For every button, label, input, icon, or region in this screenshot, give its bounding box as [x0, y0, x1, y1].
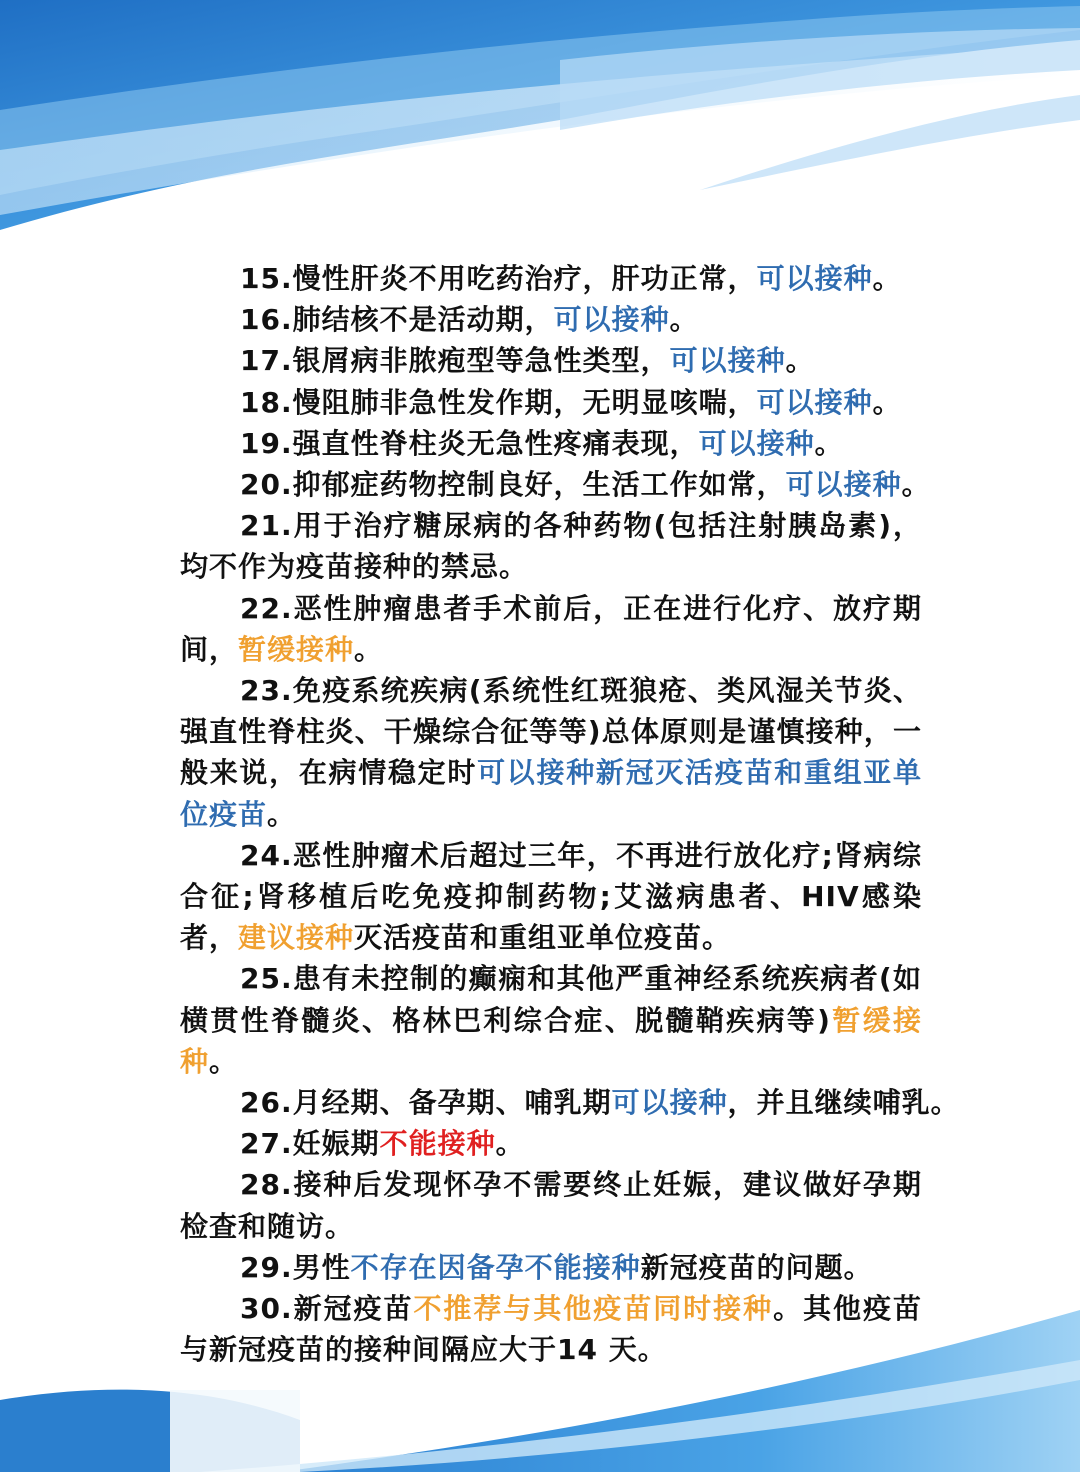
item-text: 19.强直性脊柱炎无急性疼痛表现，: [240, 426, 699, 460]
item-text: 。: [267, 797, 297, 831]
list-item: [180, 1123, 922, 1164]
item-text: 。: [872, 385, 902, 419]
item-highlight: 可以接种: [698, 426, 815, 460]
item-text: 23.免疫系统疾病(系统性红斑狼疮、类风湿关节炎、强直性脊柱炎、干燥综合征等等)总体原则是谨慎接种，一般来说，在病情稳定时: [180, 674, 922, 790]
list-item: [180, 505, 922, 587]
item-text: 灭活疫苗和重组亚单位疫苗。: [354, 921, 732, 955]
item-text: 。: [495, 1127, 525, 1161]
item-highlight: 不能接种: [379, 1127, 496, 1161]
item-text: 。: [814, 426, 844, 460]
list-item: [180, 1082, 960, 1123]
item-text: 。: [669, 303, 699, 337]
item-highlight: 不推荐与其他疫苗同时接种: [413, 1292, 774, 1326]
item-text: 18.慢阻肺非急性发作期，无明显咳喘，: [240, 385, 757, 419]
item-text: 20.抑郁症药物控制良好，生活工作如常，: [240, 468, 786, 502]
item-text: 26.月经期、备孕期、哺乳期: [240, 1086, 612, 1120]
item-highlight: 可以接种: [553, 303, 670, 337]
list-item: [180, 464, 931, 505]
list-item: [180, 958, 922, 1082]
item-text: 25.患有未控制的癫痫和其他严重神经系统疾病者(如横贯性脊髓炎、格林巴利综合症、脱髓鞘疾病等): [180, 962, 922, 1037]
list-item: [180, 340, 922, 381]
item-text: 27.妊娠期: [240, 1127, 380, 1161]
item-highlight: 建议接种: [238, 921, 355, 955]
item-text: 。: [872, 262, 902, 295]
list-item: [180, 1247, 922, 1288]
item-highlight: 可以接种: [611, 1086, 728, 1120]
bottom-left-block: [170, 1390, 300, 1472]
item-text: 21.用于治疗糖尿病的各种药物(包括注射胰岛素)，均不作为疫苗接种的禁忌。: [180, 509, 922, 584]
item-text: 。: [785, 344, 815, 378]
item-text: 16.肺结核不是活动期，: [240, 303, 554, 337]
item-text: 15.慢性肝炎不用吃药治疗，肝功正常，: [240, 262, 757, 295]
list-item: [180, 588, 922, 670]
item-highlight: 不存在因备孕不能接种: [350, 1250, 641, 1284]
item-highlight: 暂缓接种: [238, 632, 355, 666]
list-item: [180, 670, 922, 835]
item-text: 17.银屑病非脓疱型等急性类型，: [240, 344, 670, 378]
list-item: [180, 299, 922, 340]
document-body: [180, 258, 960, 1370]
list-item: [180, 382, 922, 423]
item-text: 。其他疫苗与新冠疫苗的接种间隔应大于14 天。: [180, 1292, 922, 1367]
top-right-band: [560, 28, 1080, 190]
item-highlight: 可以接种新冠灭活疫苗和重组亚单位疫苗: [180, 756, 922, 831]
item-highlight: 可以接种: [756, 262, 873, 295]
item-text: 。: [354, 632, 384, 666]
item-text: ，并且继续哺乳。: [727, 1086, 960, 1120]
item-text: 29.男性: [240, 1250, 351, 1284]
item-text: 新冠疫苗的问题。: [640, 1250, 873, 1284]
list-item: [180, 835, 922, 959]
item-text: 。: [901, 468, 931, 502]
list-item: [180, 423, 922, 464]
item-text: 24.恶性肿瘤术后超过三年，不再进行放化疗;肾病综合征;肾移植后吃免疫抑制药物;艾滋病患者、HIV感染者，: [180, 838, 922, 955]
item-text: 30.新冠疫苗: [240, 1292, 414, 1326]
item-text: 22.恶性肿瘤患者手术前后，正在进行化疗、放疗期间，: [180, 591, 922, 666]
list-item: [180, 258, 922, 299]
item-highlight: 可以接种: [756, 385, 873, 419]
item-text: 。: [209, 1044, 239, 1078]
list-item: [180, 1164, 922, 1246]
list-item: [180, 1288, 922, 1370]
item-text: 28.接种后发现怀孕不需要终止妊娠，建议做好孕期检查和随访。: [180, 1168, 922, 1243]
item-highlight: 可以接种: [785, 468, 902, 502]
item-highlight: 暂缓接种: [180, 1003, 922, 1078]
item-highlight: 可以接种: [669, 344, 786, 378]
